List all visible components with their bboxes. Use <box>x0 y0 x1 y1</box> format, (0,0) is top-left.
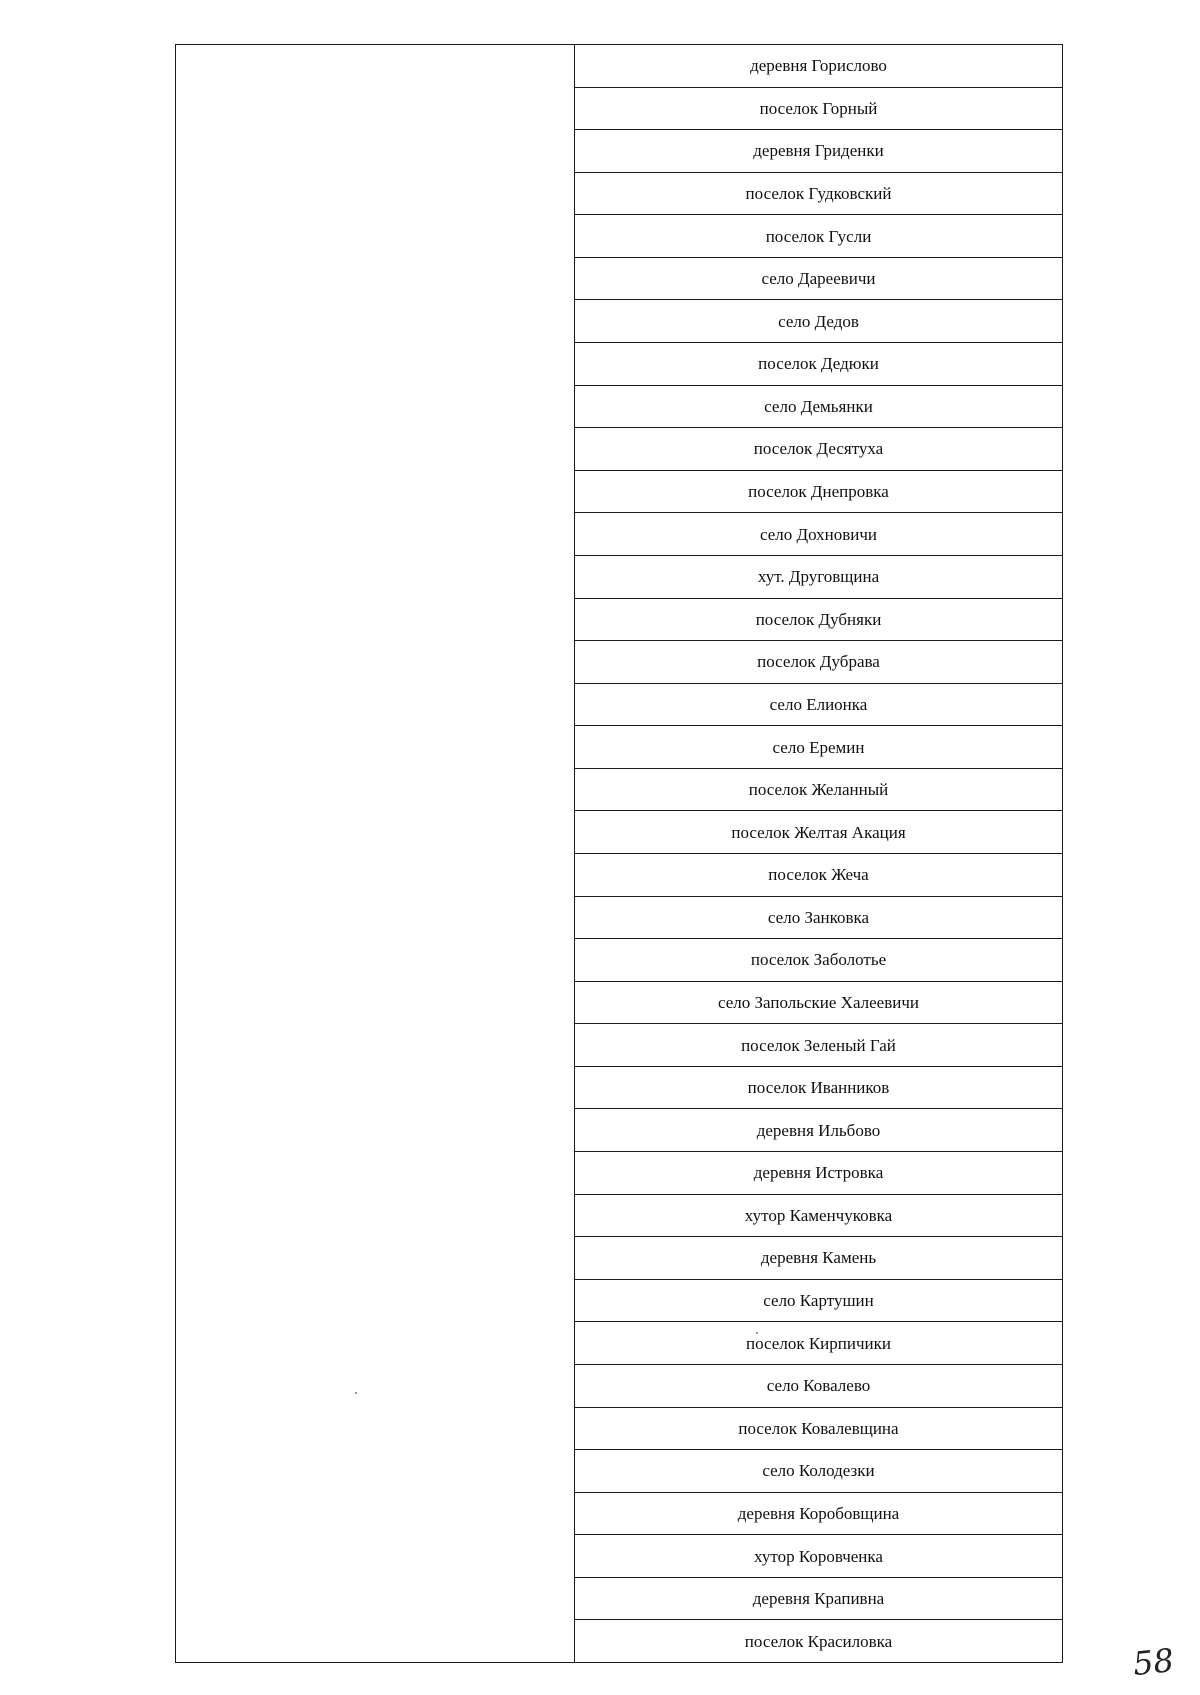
table-row: поселок Дедюки <box>575 343 1062 386</box>
table-row: село Еремин <box>575 726 1062 769</box>
table-row: поселок Дубняки <box>575 599 1062 642</box>
table-row: поселок Гудковский <box>575 173 1062 216</box>
table-row: село Запольские Халеевичи <box>575 982 1062 1025</box>
table-row: поселок Ковалевщина <box>575 1408 1062 1451</box>
table-row: поселок Красиловка <box>744 1631 893 1651</box>
scan-speck <box>355 1392 357 1394</box>
table-row: поселок Иванников <box>575 1067 1062 1110</box>
table-row: поселок Дубрава <box>575 641 1062 684</box>
table-left-cell <box>176 45 575 1662</box>
table-row: хутор Каменчуковка <box>575 1195 1062 1238</box>
table-row: деревня Ильбово <box>575 1109 1062 1152</box>
table-row: деревня Истровка <box>575 1152 1062 1195</box>
table-row: село Занковка <box>575 897 1062 940</box>
table-row: село Ковалево <box>575 1365 1062 1408</box>
table-row: село Колодезки <box>575 1450 1062 1493</box>
table-row: поселок Желанный <box>575 769 1062 812</box>
table-row: деревня Коробовщина <box>575 1493 1062 1536</box>
table-row: село Елионка <box>575 684 1062 727</box>
table-row: поселок Днепровка <box>575 471 1062 514</box>
table-row: село Дареевичи <box>575 258 1062 301</box>
table-row: поселок Десятуха <box>575 428 1062 471</box>
table-row: поселок Кирпичики <box>575 1322 1062 1365</box>
table-row: поселок Жеча <box>575 854 1062 897</box>
table-row: село Картушин <box>575 1280 1062 1323</box>
table-row: хутор Коровченка <box>575 1535 1062 1578</box>
table-row: село Демьянки <box>575 386 1062 429</box>
table-row: поселок Зеленый Гай <box>575 1024 1062 1067</box>
table-row: деревня Камень <box>575 1237 1062 1280</box>
table-row: деревня Крапивна <box>575 1578 1062 1621</box>
table-row: хут. Друговщина <box>575 556 1062 599</box>
table-row: поселок Желтая Акация <box>575 811 1062 854</box>
table-row: деревня Гриденки <box>575 130 1062 173</box>
settlements-table <box>175 44 1063 1663</box>
settlements-column <box>575 45 1062 1662</box>
scan-speck <box>756 1332 758 1334</box>
table-row: поселок Горный <box>575 88 1062 131</box>
page-number: 58 <box>1131 1640 1176 1684</box>
table-row: село Дедов <box>575 300 1062 343</box>
table-row: деревня Горислово <box>575 45 1062 88</box>
table-row: поселок Заболотье <box>575 939 1062 982</box>
table-row: село Дохновичи <box>575 513 1062 556</box>
table-row: поселок Гусли <box>575 215 1062 258</box>
